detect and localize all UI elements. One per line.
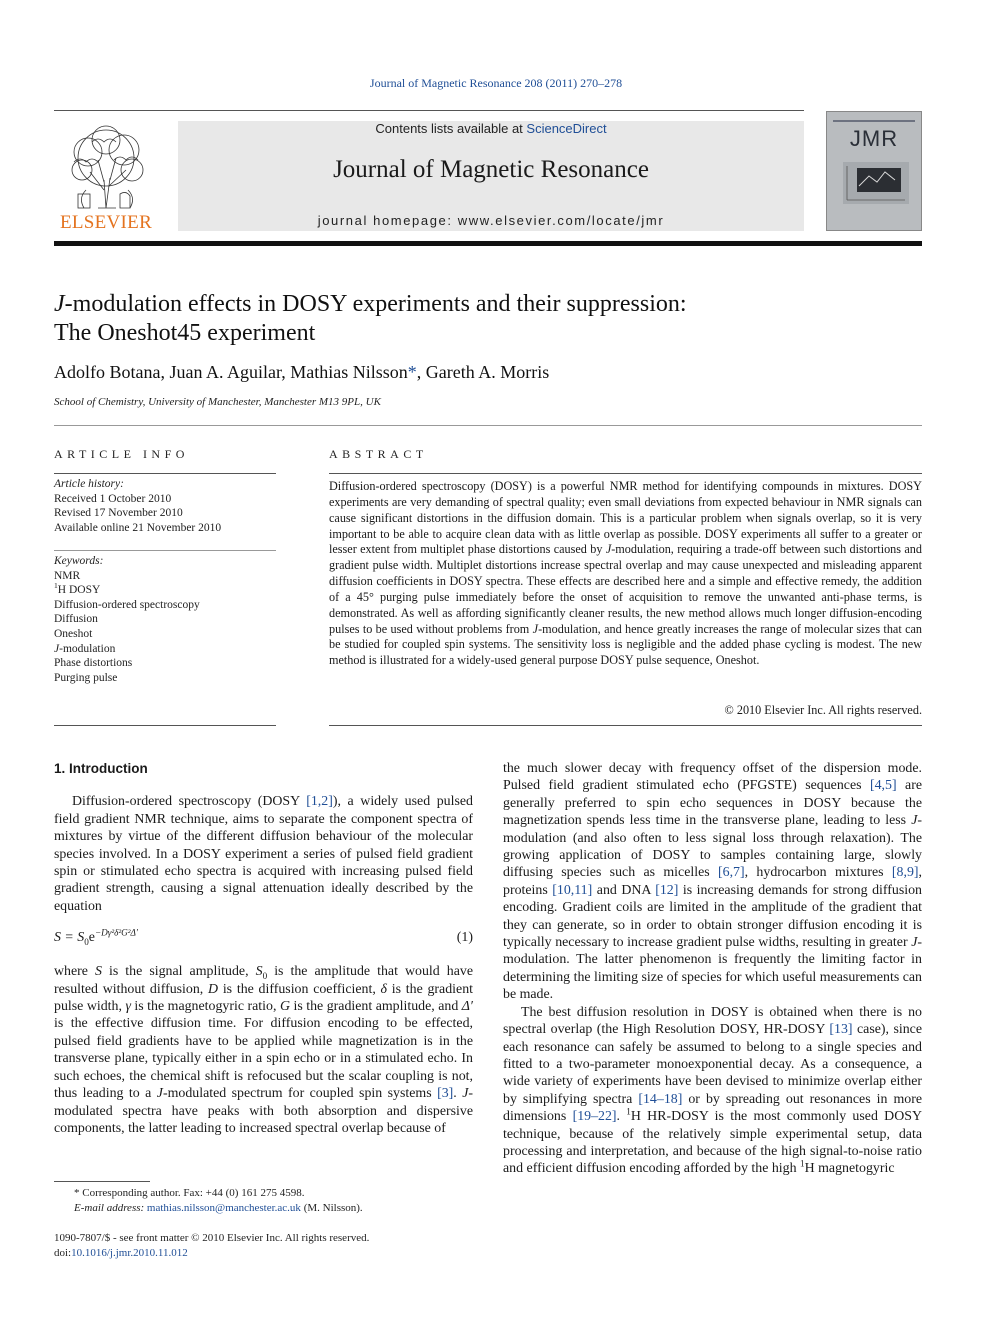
text-run: where xyxy=(54,964,95,980)
text-run: The best diffusion resolution in DOSY is obtained when there is no spectral overlap (the High Resolution DOSY, HR-DOSY xyxy=(503,1004,922,1038)
symbol: D xyxy=(208,981,219,997)
footnote-rule xyxy=(54,1181,150,1182)
symbol: γ xyxy=(125,999,131,1015)
equation-exponent: −Dγ²δ²G²Δ′ xyxy=(94,927,138,938)
intro-paragraph-2-continued xyxy=(503,760,922,1004)
history-label: Article history: xyxy=(54,478,124,490)
doi-link[interactable]: 10.1016/j.jmr.2010.11.012 xyxy=(71,1246,188,1259)
section-heading: 1. Introduction xyxy=(54,761,148,776)
equation-body xyxy=(54,929,138,946)
author-list xyxy=(54,362,549,383)
text-run: is the gradient pulse width, xyxy=(54,981,473,1015)
text-run: is the effective diffusion time. For diffusion encoding to be effected, pulsed field gradients have to be applied while magnetization is in the transverse plane, typically either in a spin echo or in a stimulated echo. In such echoes, the chemical shift is refocused but the scalar coupling is not, thus leading to a xyxy=(54,1016,473,1102)
symbol: G xyxy=(279,999,290,1015)
text-run: the much slower decay with frequency offset of the dispersion mode. Pulsed field gradient stimulated echo (PFGSTE) sequences xyxy=(503,761,922,794)
equation-number: (1) xyxy=(456,930,473,946)
superscript: 1 xyxy=(800,1158,805,1169)
symbol: J xyxy=(911,813,918,829)
footnote-corresponding xyxy=(54,1186,473,1201)
footnote-email xyxy=(54,1201,473,1216)
equation-sub: 0 xyxy=(84,937,89,948)
keyword-item: Diffusion-ordered spectroscopy xyxy=(54,598,200,611)
abstract-italic-j: J xyxy=(605,542,612,557)
article-history xyxy=(54,477,276,535)
keyword-item: Oneshot xyxy=(54,627,93,640)
doi-prefix: doi: xyxy=(54,1246,72,1259)
reference-link[interactable]: [8,9] xyxy=(891,865,919,881)
abstract-italic-j: J xyxy=(532,621,539,636)
email-suffix: (M. Nilsson). xyxy=(300,1202,363,1214)
history-received: Received 1 October 2010 xyxy=(54,492,172,505)
text-run: are generally preferred to spin echo sequences in DOSY because the magnetization spends less time in the transverse plane, leading to less xyxy=(503,778,922,829)
text-run: and DNA xyxy=(592,882,656,898)
text-run: . xyxy=(453,1086,463,1102)
history-online: Available online 21 November 2010 xyxy=(54,521,222,534)
body-column-left xyxy=(54,760,473,1137)
sciencedirect-link[interactable]: ScienceDirect xyxy=(526,121,607,136)
text-run: is the gradient amplitude, and xyxy=(289,999,462,1015)
text-run: , proteins xyxy=(503,865,923,898)
cover-spectrum-icon xyxy=(843,162,909,204)
intro-paragraph-1 xyxy=(54,793,473,915)
keyword-item: Purging pulse xyxy=(54,671,118,684)
text-run: H HR-DOSY is the most commonly used DOSY technique, because of the relatively simple experimental setup, data processing and interpretation, and because of the high signal-to-noise ratio and efficient diffusion encoding afforded by the high xyxy=(503,1109,922,1177)
text-run: -modulation. The latter phenomenon is frequently the limiting factor in determining the limiting size of species for which useful measurements can be made. xyxy=(503,935,922,1003)
article-info-heading: ARTICLE INFO xyxy=(54,447,189,461)
title-italic-j: J xyxy=(54,291,65,317)
text-run: case), since each resonance can safely be assumed to belong to a single species and fitted to a two-parameter monoexponential decay. As a consequence, a wide variety of experiments have been devised to minimize overlap either by simplifying spectra xyxy=(503,1022,922,1107)
abstract-heading: ABSTRACT xyxy=(329,447,428,461)
journal-homepage[interactable]: journal homepage: www.elsevier.com/locate/jmr xyxy=(317,213,665,228)
text-run: is the diffusion coefficient, xyxy=(218,981,381,997)
email-link[interactable]: mathias.nilsson@manchester.ac.uk xyxy=(146,1202,301,1214)
text-run: H magnetogyric xyxy=(804,1161,895,1177)
text-run: or by spreading out resonances in more dimensions xyxy=(503,1091,922,1125)
email-label: E-mail address: xyxy=(74,1202,147,1214)
text-run: -modulated spectrum for coupled spin systems xyxy=(162,1086,438,1102)
footnote-mark: * xyxy=(74,1187,80,1199)
reference-link[interactable]: [1,2] xyxy=(306,794,333,810)
text-run: -modulation (and also often to less signal loss through relaxation). The growing application of DOSY to samples containing large, slowly diffusing species such as micelles xyxy=(503,813,922,881)
article-title xyxy=(54,290,924,348)
reference-link[interactable]: [14–18] xyxy=(638,1091,683,1107)
doi-line xyxy=(54,1246,473,1261)
header-rule-top xyxy=(54,110,804,111)
front-matter-info xyxy=(54,1231,473,1260)
symbol-sub: 0 xyxy=(262,971,268,982)
corresponding-author-mark[interactable]: * xyxy=(407,362,417,382)
abstract-bottom-rule xyxy=(329,725,922,726)
text-run: ), a widely used pulsed field gradient NMR technique, aims to separate the component spectra of mixtures by virtue of the different diffusion behaviour of the molecular species involved. In a DOSY experiment a series of pulsed field gradient spin or stimulated echo spectra is acquired with increasing pulsed field gradient strength, causing a signal attenuation ideally described by the equation xyxy=(54,794,473,914)
reference-link[interactable]: [12] xyxy=(655,882,679,898)
keyword-item: NMR xyxy=(54,569,81,582)
text-run: . xyxy=(616,1109,627,1125)
title-line-1 xyxy=(54,290,924,319)
abstract-part: Diffusion-ordered spectroscopy (DOSY) is a powerful NMR method for identifying compounds in mixtures. DOSY experiments are very demanding of spectral quality; even small deviations from expected behaviour in NMR signals can cause significant distortions in the diffusion domain. This is a particular problem when signals overlap, so it is very important to be able to acquire clean data with as little overlap as possible. DOSY experiments all suffer to a greater or lesser extent from multiplet phase distortions caused by xyxy=(329,479,922,557)
equation-lhs: S = S xyxy=(54,930,85,946)
text-run: Diffusion-ordered spectroscopy (DOSY xyxy=(72,794,307,810)
keyword-item xyxy=(54,642,276,657)
body-column-right xyxy=(503,760,922,1178)
intro-paragraph-2 xyxy=(54,963,473,1137)
keywords-rule xyxy=(54,550,276,551)
superscript: 1 xyxy=(626,1106,631,1117)
reference-link[interactable]: [6,7] xyxy=(718,865,745,881)
abstract-copyright: © 2010 Elsevier Inc. All rights reserved. xyxy=(724,703,922,717)
cover-title: JMR xyxy=(849,126,899,151)
symbol: S xyxy=(255,964,263,980)
keyword-text: -modulation xyxy=(59,642,116,655)
article-info-bottom-rule xyxy=(54,725,276,726)
affiliation-rule xyxy=(54,425,922,426)
abstract-part: -modulation, requiring a trade-off between such distortions and gradient pulse width. Multiplet distortions increase spectral overlap and may cause unexpected and misleading apparent diffusion coefficients in DOSY spectra. These effects are described here and a simple and effective remedy, the addition of a 45° purging pulse immediately before the onset of acquisition to remove the unwanted anti-phase terms, is demonstrated. As well as affording significantly cleaner results, the new method allows much longer diffusion-encoding pulses to be used without problems from xyxy=(329,542,922,636)
keywords-list xyxy=(54,554,276,685)
text-run: is the amplitude that would have resulted without diffusion, xyxy=(54,964,473,997)
keyword-item: Diffusion xyxy=(54,613,98,626)
reference-link[interactable]: [19–22] xyxy=(572,1109,617,1125)
symbol: J xyxy=(462,1086,469,1102)
issn-line: 1090-7807/$ - see front matter © 2010 Elsevier Inc. All rights reserved. xyxy=(54,1232,370,1244)
equation-1 xyxy=(54,929,473,949)
abstract-part: -modulation, and hence greatly increases the range of molecular sizes that can be studied for coupled spin systems. The sensitivity loss is negligible and the added phase cycling is modest. The new method is illustrated for a widely-used general purpose DOSY pulse sequence, Oneshot. xyxy=(329,621,922,668)
footnote-text: Corresponding author. Fax: +44 (0) 161 275 4598. xyxy=(79,1187,305,1199)
symbol: J xyxy=(156,1086,163,1102)
keyword-sup: 1 xyxy=(54,581,58,591)
symbol: J xyxy=(911,935,918,951)
reference-link[interactable]: [4,5] xyxy=(869,778,897,794)
reference-link[interactable]: [13] xyxy=(829,1022,853,1038)
authors-part-1: Adolfo Botana, Juan A. Aguilar, Mathias Nilsson xyxy=(54,362,408,382)
text-run: is the signal amplitude, xyxy=(101,964,256,980)
symbol: δ xyxy=(380,981,388,997)
text-run: -modulated spectra have peaks with both absorption and dispersive components, the latter leading to increased spectral overlap because of xyxy=(54,1086,473,1136)
header-rule-thick xyxy=(54,241,922,246)
contents-line xyxy=(178,121,804,136)
text-run: is the magnetogyric ratio, xyxy=(130,999,280,1015)
keyword-italic-j: J xyxy=(54,642,60,655)
affiliation: School of Chemistry, University of Manchester, Manchester M13 9PL, UK xyxy=(54,396,381,408)
keyword-text: H DOSY xyxy=(57,584,101,597)
reference-link[interactable]: [3] xyxy=(437,1086,454,1102)
keywords-label: Keywords: xyxy=(54,555,104,567)
title-line-2: The Oneshot45 experiment xyxy=(54,320,316,346)
cover-bar xyxy=(833,120,915,122)
journal-cover-thumbnail xyxy=(826,111,922,231)
journal-citation[interactable]: Journal of Magnetic Resonance 208 (2011) 270–278 xyxy=(369,76,623,90)
equation-e: e xyxy=(88,930,95,946)
abstract-rule xyxy=(329,473,922,474)
title-line-1-text: -modulation effects in DOSY experiments and their suppression: xyxy=(64,291,687,317)
contents-prefix: Contents lists available at xyxy=(375,121,527,136)
text-run: is increasing demands for strong diffusion encoding. Gradient coils are limited in the amplitude of the gradient that they can generate, so in order to obtain stronger diffusion encoding it is typically necessary to increase gradient pulse widths, resulting in greater xyxy=(503,882,922,951)
footnotes xyxy=(54,1186,473,1216)
reference-link[interactable]: [10,11] xyxy=(552,882,593,898)
symbol: Δ′ xyxy=(461,999,473,1015)
authors-part-2: , Gareth A. Morris xyxy=(416,362,550,382)
keyword-item xyxy=(54,583,276,598)
article-info-rule xyxy=(54,473,276,474)
abstract-text xyxy=(329,479,922,669)
keyword-item: Phase distortions xyxy=(54,657,133,670)
symbol: S xyxy=(94,964,102,980)
intro-paragraph-3 xyxy=(503,1004,922,1178)
text-run: , hydrocarbon mixtures xyxy=(744,865,892,881)
history-revised: Revised 17 November 2010 xyxy=(54,507,183,520)
journal-title: Journal of Magnetic Resonance xyxy=(333,156,649,183)
elsevier-wordmark: ELSEVIER xyxy=(59,212,153,233)
